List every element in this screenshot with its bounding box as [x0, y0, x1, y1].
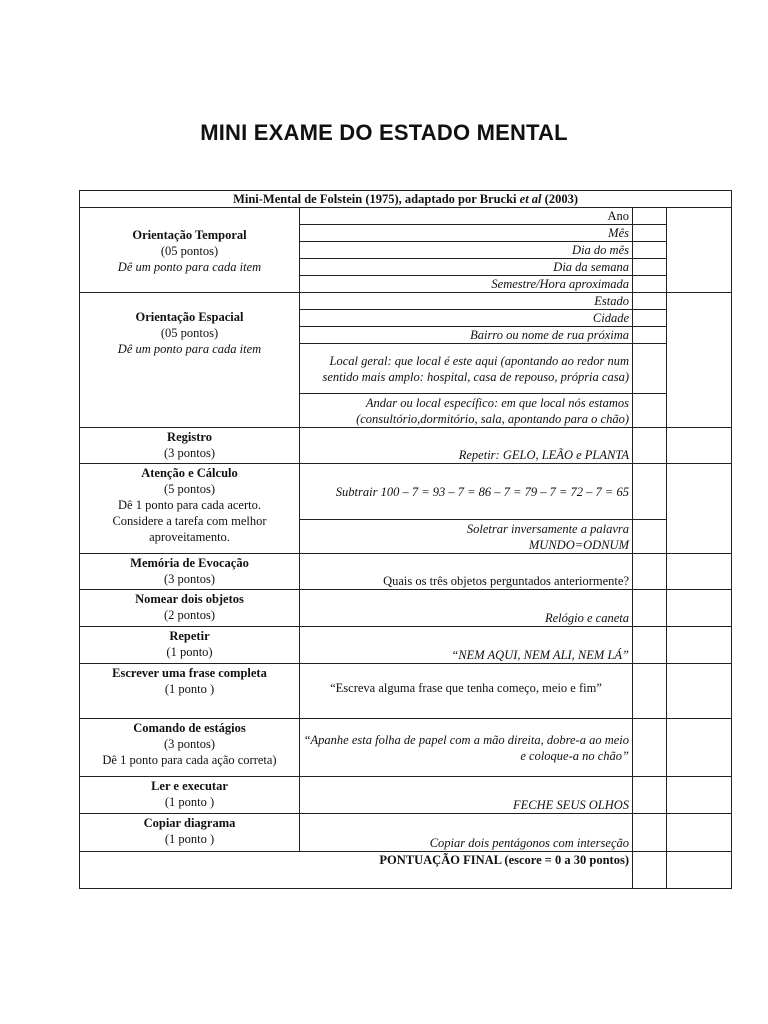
section-title: Orientação Espacial — [135, 310, 244, 324]
section-note: Considere a tarefa com melhor aproveitamento. — [112, 514, 267, 544]
item-nomear: Relógio e caneta — [300, 590, 633, 627]
score-cell[interactable] — [633, 719, 667, 777]
section-title: Copiar diagrama — [143, 816, 236, 830]
table-row — [80, 293, 732, 310]
table-header — [80, 191, 732, 208]
section-note: Dê um ponto para cada item — [117, 342, 262, 356]
page-title: MINI EXAME DO ESTADO MENTAL — [200, 120, 568, 145]
section-title: Ler e executar — [151, 779, 228, 793]
score-cell[interactable] — [633, 344, 667, 394]
item-cidade: Cidade — [300, 310, 633, 327]
section-title: Memória de Evocação — [130, 556, 249, 570]
section-orient-espacial — [80, 293, 300, 428]
item-escrever: “Escreva alguma frase que tenha começo, meio e fim” — [300, 664, 633, 719]
item-soletrar-line2: MUNDO=ODNUM — [528, 537, 629, 552]
section-atencao — [80, 464, 300, 554]
section-title: Repetir — [169, 629, 210, 643]
item-ano: Ano — [300, 208, 633, 225]
item-local-geral: Local geral: que local é este aqui (apontando ao redor num sentido mais amplo: hospital, casa de repouso, própria casa) — [300, 344, 633, 394]
score-cell[interactable] — [633, 554, 667, 590]
section-ler — [80, 777, 300, 814]
item-soletrar — [300, 520, 633, 554]
section-points: (1 ponto ) — [164, 795, 215, 809]
section-points: (1 ponto ) — [164, 682, 215, 696]
table-row — [80, 627, 732, 664]
final-total-cell[interactable] — [667, 852, 732, 889]
total-cell[interactable] — [667, 428, 732, 464]
total-cell[interactable] — [667, 464, 732, 554]
section-comando — [80, 719, 300, 777]
table-row — [80, 719, 732, 777]
header-etal: et al — [519, 192, 542, 206]
section-note: Dê 1 ponto para cada ação correta) — [102, 753, 277, 767]
score-cell[interactable] — [633, 777, 667, 814]
score-cell[interactable] — [633, 428, 667, 464]
item-andar: Andar ou local específico: em que local nós estamos (consultório,dormitório, sala, apontando para o chão) — [300, 394, 633, 428]
section-title: Atenção e Cálculo — [141, 466, 238, 480]
section-nomear — [80, 590, 300, 627]
final-score-cell[interactable] — [633, 852, 667, 889]
score-cell[interactable] — [633, 814, 667, 852]
score-cell[interactable] — [633, 394, 667, 428]
item-dia-mes: Dia do mês — [300, 242, 633, 259]
section-registro — [80, 428, 300, 464]
table-row — [80, 554, 732, 590]
score-cell[interactable] — [633, 242, 667, 259]
table-row — [80, 208, 732, 225]
table-row — [80, 777, 732, 814]
table-row — [80, 428, 732, 464]
section-points: (2 pontos) — [163, 608, 216, 622]
item-copiar: Copiar dois pentágonos com interseção — [300, 814, 633, 852]
item-dia-semana: Dia da semana — [300, 259, 633, 276]
item-memoria: Quais os três objetos perguntados anteriormente? — [300, 554, 633, 590]
total-cell[interactable] — [667, 814, 732, 852]
final-score-label: PONTUAÇÃO FINAL (escore = 0 a 30 pontos) — [80, 852, 633, 889]
section-points: (1 ponto) — [166, 645, 213, 659]
item-semestre: Semestre/Hora aproximada — [300, 276, 633, 293]
item-repetir: “NEM AQUI, NEM ALI, NEM LÁ” — [300, 627, 633, 664]
score-cell[interactable] — [633, 664, 667, 719]
table-header-row — [80, 191, 732, 208]
score-cell[interactable] — [633, 464, 667, 520]
section-note: Dê 1 ponto para cada acerto. — [118, 498, 261, 512]
total-cell[interactable] — [667, 293, 732, 428]
total-cell[interactable] — [667, 627, 732, 664]
table-row — [80, 464, 732, 520]
section-points: (3 pontos) — [163, 446, 216, 460]
section-title: Escrever uma frase completa — [112, 666, 267, 680]
score-cell[interactable] — [633, 225, 667, 242]
score-cell[interactable] — [633, 208, 667, 225]
section-title: Comando de estágios — [133, 721, 246, 735]
score-cell[interactable] — [633, 327, 667, 344]
section-repetir — [80, 627, 300, 664]
score-cell[interactable] — [633, 627, 667, 664]
final-row — [80, 852, 732, 889]
score-cell[interactable] — [633, 276, 667, 293]
header-year: (2003) — [541, 192, 578, 206]
section-title: Orientação Temporal — [132, 227, 247, 242]
total-cell[interactable] — [667, 590, 732, 627]
section-escrever — [80, 664, 300, 719]
section-title: Registro — [167, 430, 212, 444]
section-memoria — [80, 554, 300, 590]
total-cell[interactable] — [667, 719, 732, 777]
total-cell[interactable] — [667, 208, 732, 293]
item-subtrair: Subtrair 100 – 7 = 93 – 7 = 86 – 7 = 79 – 7 = 72 – 7 = 65 — [300, 464, 633, 520]
item-ler: FECHE SEUS OLHOS — [300, 777, 633, 814]
section-points: (3 pontos) — [163, 737, 216, 751]
table-row — [80, 590, 732, 627]
score-cell[interactable] — [633, 590, 667, 627]
item-registro: Repetir: GELO, LEÃO e PLANTA — [300, 428, 633, 464]
section-points: (05 pontos) — [160, 326, 219, 340]
total-cell[interactable] — [667, 664, 732, 719]
table-row — [80, 814, 732, 852]
section-copiar — [80, 814, 300, 852]
section-points: (5 pontos) — [163, 482, 216, 496]
score-cell[interactable] — [633, 520, 667, 554]
section-note: Dê um ponto para cada item — [117, 259, 262, 274]
item-estado: Estado — [300, 293, 633, 310]
score-cell[interactable] — [633, 310, 667, 327]
item-bairro: Bairro ou nome de rua próxima — [300, 327, 633, 344]
section-points: (05 pontos) — [160, 243, 219, 258]
section-title: Nomear dois objetos — [135, 592, 244, 606]
section-orient-temporal — [80, 208, 300, 293]
section-points: (1 ponto ) — [164, 832, 215, 846]
total-cell[interactable] — [667, 554, 732, 590]
header-text: Mini-Mental de Folstein (1975), adaptado por Brucki — [233, 192, 520, 206]
item-soletrar-line1: Soletrar inversamente a palavra — [466, 521, 629, 536]
item-mes: Mês — [300, 225, 633, 242]
item-comando: “Apanhe esta folha de papel com a mão direita, dobre-a ao meio e coloque-a no chão” — [300, 719, 633, 777]
score-cell[interactable] — [633, 259, 667, 276]
section-points: (3 pontos) — [163, 572, 216, 586]
total-cell[interactable] — [667, 777, 732, 814]
mmse-table — [79, 190, 732, 889]
table-row — [80, 664, 732, 719]
score-cell[interactable] — [633, 293, 667, 310]
